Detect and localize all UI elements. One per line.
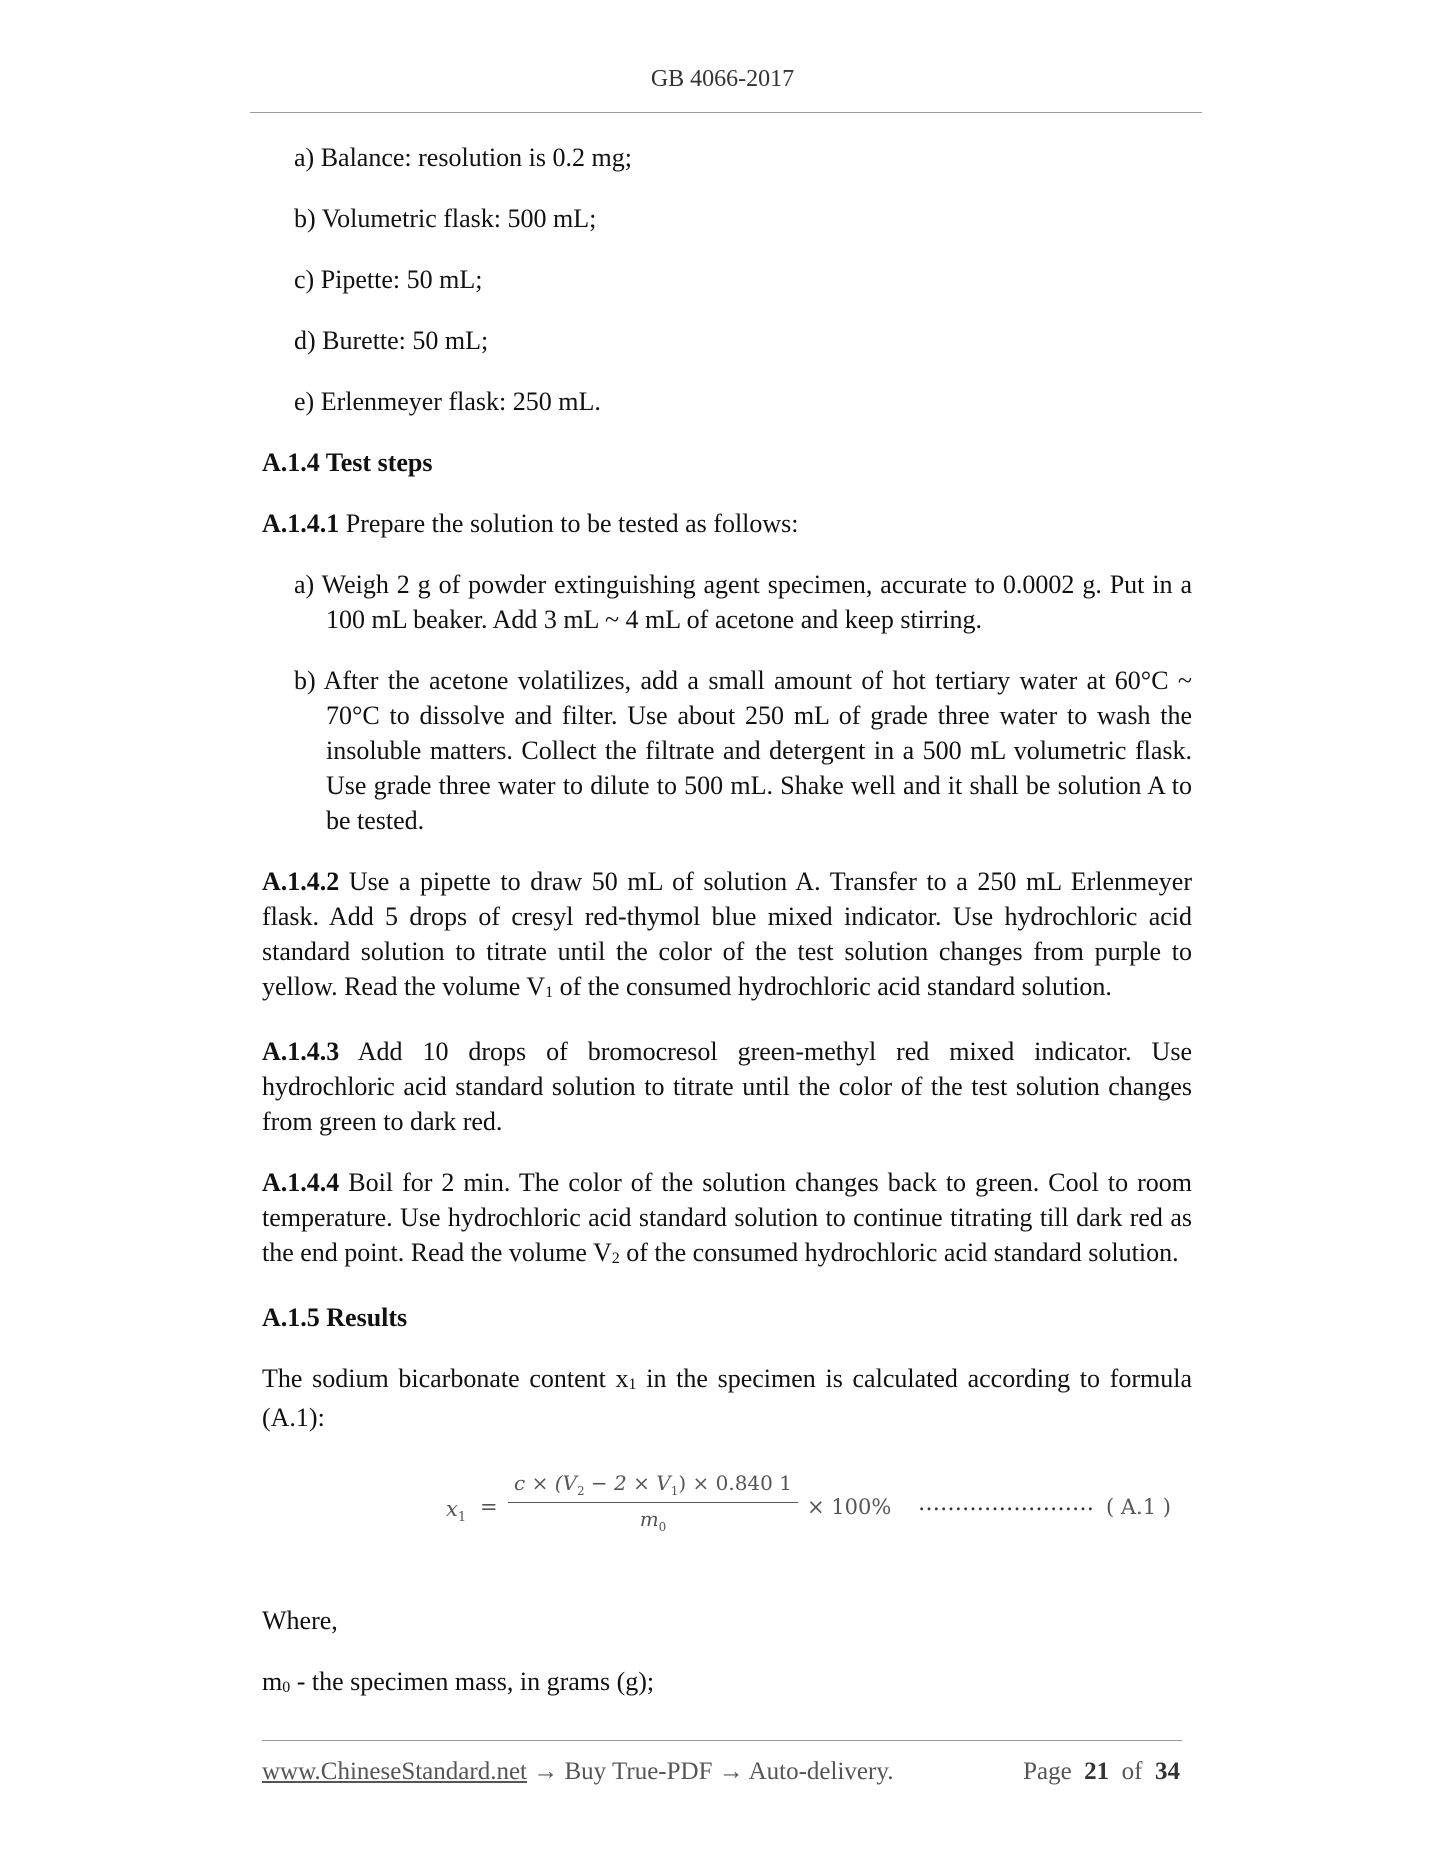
- page-number: 21: [1084, 1758, 1110, 1785]
- equipment-item-balance: a) Balance: resolution is 0.2 mg;: [294, 143, 632, 172]
- document-body: [262, 140, 1192, 1729]
- equipment-item-burette: d) Burette: 50 mL;: [294, 326, 489, 355]
- clause-a141: [262, 506, 1192, 541]
- step-item-a: a) Weigh 2 g of powder extinguishing agent specimen, accurate to 0.0002 g. Put in a 100 mL beaker. Add 3 mL ~ 4 mL of acetone and keep stirring.: [294, 570, 1192, 634]
- symbol: m: [262, 1667, 283, 1696]
- subscript: 0: [282, 1679, 291, 1696]
- formula-fraction: [508, 1471, 798, 1534]
- clause-number: A.1.4.1: [262, 509, 340, 538]
- definition-text: - the specimen mass, in grams (g);: [290, 1667, 655, 1696]
- clause-text: Boil for 2 min. The color of the solution changes back to green. Cool to room temperature. Use hydrochloric acid standard solution to continue titrating till dark red as the end point. Read the volume V: [262, 1168, 1192, 1267]
- footer-links: [262, 1758, 893, 1786]
- formula-equals: =: [480, 1495, 498, 1519]
- clause-a144: [262, 1165, 1192, 1274]
- clause-text-cont: of the consumed hydrochloric acid standard solution.: [553, 972, 1112, 1001]
- total-pages: 34: [1155, 1758, 1180, 1785]
- website-link[interactable]: www.ChineseStandard.net: [262, 1758, 527, 1785]
- section-heading-results: A.1.5 Results: [262, 1303, 408, 1332]
- num-part: c × (V: [514, 1471, 577, 1495]
- equipment-item-pipette: c) Pipette: 50 mL;: [294, 265, 483, 294]
- section-heading-test-steps: A.1.4 Test steps: [262, 448, 433, 477]
- formula-denominator: [508, 1507, 798, 1534]
- lhs-subscript: 1: [457, 1510, 467, 1526]
- results-intro: [262, 1361, 1192, 1435]
- equipment-item-erlenmeyer-flask: e) Erlenmeyer flask: 250 mL.: [294, 387, 601, 416]
- page-header-title: GB 4066-2017: [650, 66, 795, 92]
- formula-lhs: [446, 1497, 466, 1525]
- auto-delivery-text: Auto-delivery.: [748, 1758, 894, 1785]
- page-indicator: [1023, 1758, 1180, 1786]
- den-symbol: m: [639, 1507, 659, 1531]
- definition-m0: [262, 1664, 1192, 1703]
- subscript: 1: [545, 984, 554, 1001]
- intro-text-cont: in the specimen is calculated according to formula (A.1):: [262, 1364, 1192, 1432]
- num-subscript: 1: [670, 1484, 679, 1498]
- step-item-b: b) After the acetone volatilizes, add a small amount of hot tertiary water at 60°C ~ 70°C to dissolve and filter. Use about 250 mL of grade three water to wash the insoluble matters. Collect the filtrate and detergent in a 500 mL volumetric flask. Use grade three water to dilute to 500 mL. Shake well and it shall be solution A to be tested.: [294, 666, 1192, 835]
- num-subscript: 2: [576, 1484, 585, 1498]
- den-subscript: 0: [658, 1520, 667, 1534]
- formula-number: ( A.1 ): [1106, 1495, 1171, 1519]
- num-part: ) × 0.840 1: [678, 1471, 792, 1495]
- where-label: Where,: [262, 1606, 338, 1635]
- subscript: 1: [628, 1376, 637, 1393]
- clause-a143: [262, 1034, 1192, 1139]
- num-part: − 2 × V: [584, 1471, 671, 1495]
- buy-pdf-link[interactable]: Buy True-PDF: [564, 1758, 713, 1785]
- clause-text: Add 10 drops of bromocresol green-methyl red mixed indicator. Use hydrochloric acid standard solution to titrate until the color of the test solution changes from green to dark red.: [262, 1037, 1192, 1136]
- clause-text: Prepare the solution to be tested as follows:: [339, 509, 799, 538]
- intro-text: The sodium bicarbonate content x: [262, 1364, 629, 1393]
- page-label: Page: [1023, 1758, 1072, 1785]
- clause-a142: [262, 864, 1192, 1008]
- arrow-right-icon: →: [533, 1758, 559, 1785]
- clause-number: A.1.4.3: [262, 1037, 340, 1066]
- header-divider: [250, 112, 1202, 113]
- clause-text-cont: of the consumed hydrochloric acid standard solution.: [619, 1238, 1179, 1267]
- formula-numerator: [508, 1471, 798, 1498]
- formula-multiplier: × 100%: [807, 1495, 892, 1519]
- footer-divider: [262, 1740, 1182, 1741]
- clause-number: A.1.4.4: [262, 1168, 340, 1197]
- subscript: 2: [611, 1250, 620, 1267]
- formula-a1: [262, 1461, 1192, 1581]
- fraction-bar: [508, 1502, 798, 1503]
- clause-number: A.1.4.2: [262, 867, 340, 896]
- clause-text: Use a pipette to draw 50 mL of solution A. Transfer to a 250 mL Erlenmeyer flask. Add 5 drops of cresyl red-thymol blue mixed indicator. Use hydrochloric acid standard solution to titrate until the color of the test solution changes from purple to yellow. Read the volume V: [262, 867, 1192, 1001]
- lhs-symbol: x: [446, 1497, 458, 1521]
- arrow-right-icon: →: [718, 1758, 744, 1785]
- formula-leader-dots: ……………………: [918, 1491, 1094, 1516]
- of-label: of: [1121, 1758, 1143, 1785]
- equipment-item-volumetric-flask: b) Volumetric flask: 500 mL;: [294, 204, 597, 233]
